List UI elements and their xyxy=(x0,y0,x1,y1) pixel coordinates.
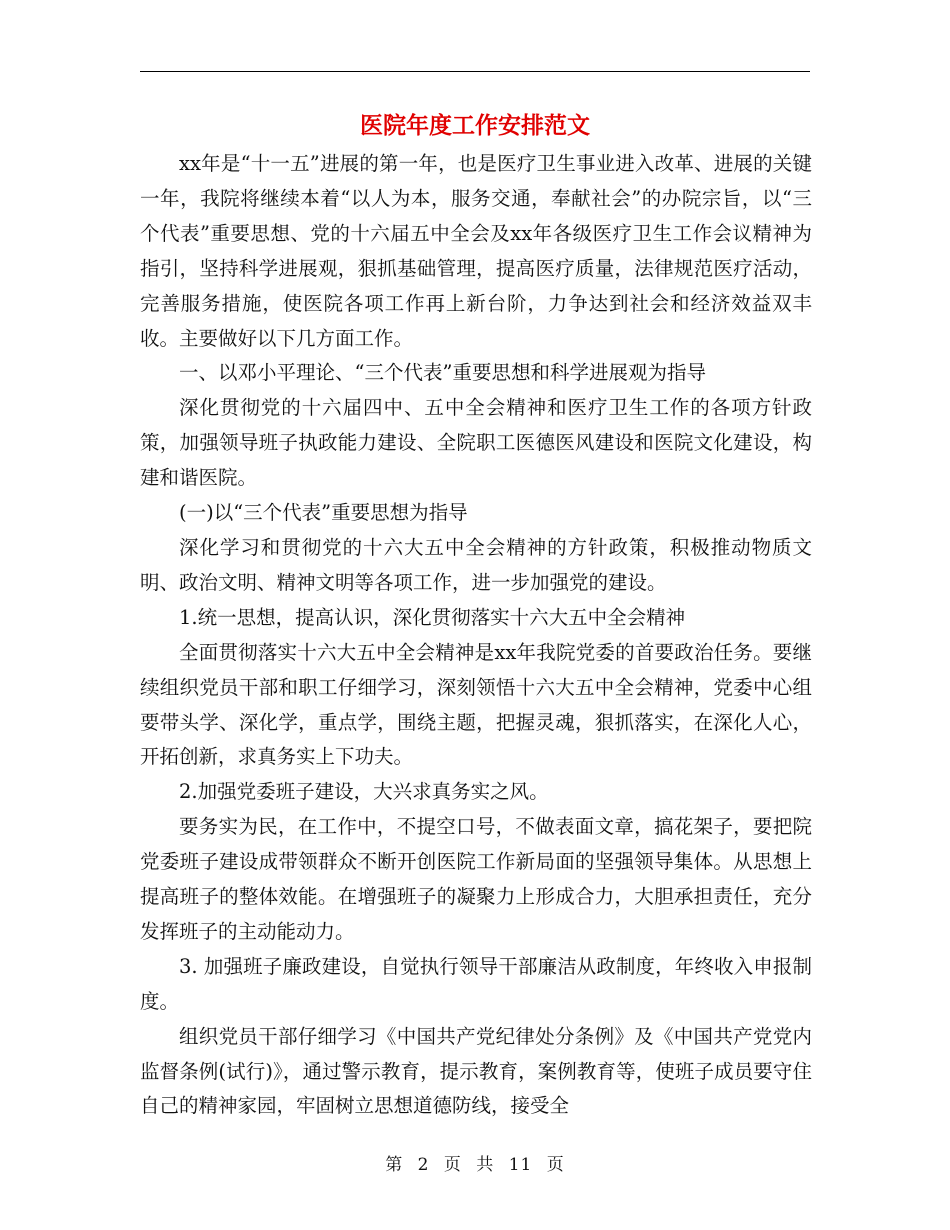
document-body xyxy=(140,147,812,1124)
header-rule xyxy=(140,71,810,72)
paragraph: 深化贯彻党的十六届四中、五中全会精神和医疗卫生工作的各项方针政策，加强领导班子执政能力建设、全院职工医德医风建设和医院文化建设，构建和谐医院。 xyxy=(140,396,812,490)
item-heading: 3. 加强班子廉政建设，自觉执行领导干部廉洁从政制度，年终收入申报制度。 xyxy=(140,954,812,1013)
paragraph: 组织党员干部仔细学习《中国共产党纪律处分条例》及《中国共产党党内监督条例(试行)》，通过警示教育，提示教育，案例教育等，使班子成员要守住自己的精神家园，牢固树立思想道德防线，接受全 xyxy=(140,1024,812,1118)
item-heading: 2.加强党委班子建设，大兴求真务实之风。 xyxy=(179,780,549,804)
subsection-heading: (一)以“三个代表”重要思想为指导 xyxy=(179,501,468,525)
paragraph: 要务实为民，在工作中，不提空口号，不做表面文章，搞花架子，要把院党委班子建设成带领群众不断开创医院工作新局面的坚强领导集体。从思想上提高班子的整体效能。在增强班子的凝聚力上形成合力，大胆承担责任，充分发挥班子的主动能动力。 xyxy=(140,815,812,943)
item-heading: 1.统一思想，提高认识，深化贯彻落实十六大五中全会精神 xyxy=(179,605,686,629)
paragraph: 深化学习和贯彻党的十六大五中全会精神的方针政策，积极推动物质文明、政治文明、精神文明等各项工作，进一步加强党的建设。 xyxy=(140,535,812,594)
section-heading: 一、以邓小平理论、“三个代表”重要思想和科学进展观为指导 xyxy=(179,361,706,385)
paragraph: xx年是“十一五”进展的第一年，也是医疗卫生事业进入改革、进展的关键一年，我院将继续本着“以人为本，服务交通，奉献社会”的办院宗旨，以“三个代表”重要思想、党的十六届五中全会及xx年各级医疗卫生工作会议精神为指引，坚持科学进展观，狠抓基础管理，提高医疗质量，法律规范医疗活动，完善服务措施，使医院各项工作再上新台阶，力争达到社会和经济效益双丰收。主要做好以下几方面工作。 xyxy=(140,152,812,350)
paragraph: 全面贯彻落实十六大五中全会精神是xx年我院党委的首要政治任务。要继续组织党员干部和职工仔细学习，深刻领悟十六大五中全会精神，党委中心组要带头学、深化学，重点学，围绕主题，把握灵魂，狠抓落实，在深化人心，开拓创新，求真务实上下功夫。 xyxy=(140,640,812,769)
document-title: 医院年度工作安排范文 xyxy=(360,112,590,139)
page-number-footer: 第 2 页 共 11 页 xyxy=(385,1155,565,1175)
